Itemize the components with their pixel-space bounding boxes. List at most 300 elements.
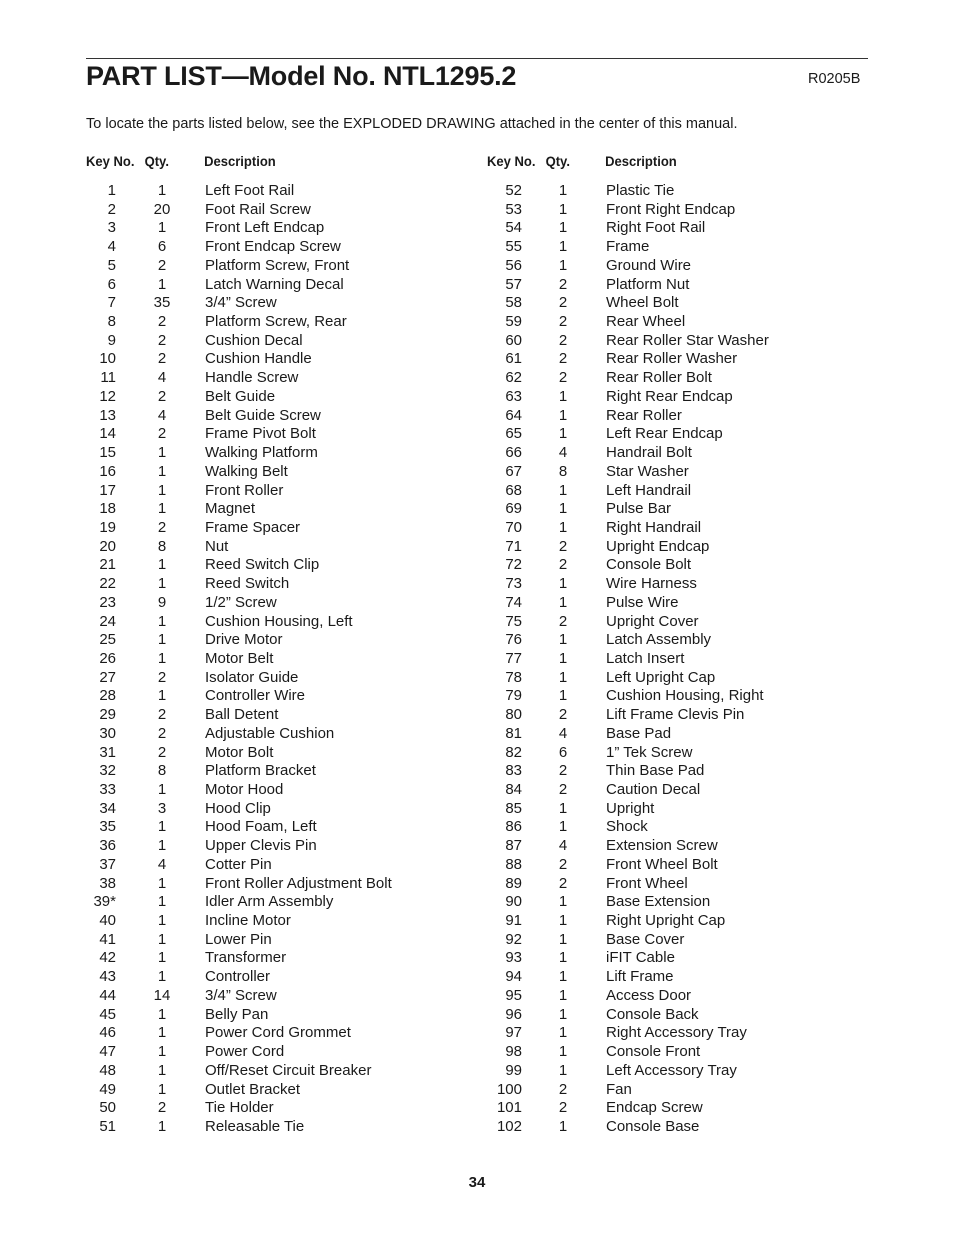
parts-column-left [86, 152, 476, 1135]
part-description: Incline Motor [205, 912, 291, 930]
part-description: Front Roller [205, 481, 284, 499]
quantity: 2 [558, 369, 568, 387]
part-description: Frame Pivot Bolt [205, 425, 316, 443]
quantity: 1 [558, 425, 568, 443]
quantity: 2 [157, 668, 167, 686]
part-description: Thin Base Pad [606, 762, 705, 780]
quantity: 2 [558, 706, 568, 724]
key-number: 22 [99, 575, 116, 593]
qty-header: Qty. [545, 153, 570, 169]
part-description: Rear Roller Bolt [606, 369, 712, 387]
part-description: Right Foot Rail [606, 219, 706, 237]
quantity: 1 [558, 687, 568, 705]
quantity: 1 [558, 818, 568, 836]
quantity: 20 [153, 200, 171, 218]
quantity: 1 [157, 182, 167, 199]
key-number: 43 [99, 968, 116, 986]
key-number: 29 [99, 706, 116, 724]
quantity: 9 [157, 593, 167, 611]
key-number: 32 [99, 762, 116, 780]
part-description: Power Cord [205, 1043, 285, 1061]
part-description: Belt Guide [205, 387, 276, 405]
part-description: Rear Roller Washer [606, 350, 738, 368]
key-number: 28 [99, 687, 116, 705]
key-number: 85 [505, 799, 522, 817]
part-description: Foot Rail Screw [205, 200, 311, 218]
quantity: 4 [157, 406, 167, 424]
quantity: 1 [157, 818, 167, 836]
part-description: Drive Motor [205, 631, 283, 649]
key-number: 96 [505, 1005, 522, 1023]
key-number: 8 [107, 313, 116, 331]
key-number: 54 [505, 219, 522, 237]
quantity: 6 [157, 238, 167, 256]
key-number: 25 [99, 631, 116, 649]
part-description: Upright Endcap [606, 537, 710, 555]
part-description: Left Upright Cap [606, 668, 716, 686]
quantity: 2 [558, 874, 568, 892]
key-no-header: Key No. [487, 153, 536, 169]
quantity: 1 [157, 687, 167, 705]
quantity: 1 [157, 930, 167, 948]
part-description: Left Accessory Tray [606, 1061, 737, 1079]
part-description: Idler Arm Assembly [205, 893, 334, 911]
quantity: 2 [558, 1099, 568, 1117]
part-description: Base Cover [606, 930, 685, 948]
key-number: 70 [505, 518, 522, 536]
quantity: 1 [157, 275, 167, 293]
part-description: Rear Wheel [606, 313, 686, 331]
quantity: 1 [157, 631, 167, 649]
part-description: Lift Frame Clevis Pin [606, 706, 745, 724]
part-description: Magnet [205, 500, 256, 518]
part-description: Nut [205, 537, 229, 555]
part-description: Right Upright Cap [606, 912, 726, 930]
quantity: 1 [157, 556, 167, 574]
part-description: Front Endcap Screw [205, 238, 341, 256]
quantity: 2 [558, 331, 568, 349]
quantity: 1 [558, 182, 568, 199]
part-description: Reed Switch Clip [205, 556, 320, 574]
part-description: Cushion Decal [205, 331, 303, 349]
quantity: 4 [558, 724, 568, 742]
part-description: Motor Bolt [205, 743, 274, 761]
key-number: 92 [505, 930, 522, 948]
key-number: 57 [505, 275, 522, 293]
quantity: 1 [157, 612, 167, 630]
key-number: 93 [505, 949, 522, 967]
quantity: 1 [558, 256, 568, 274]
quantity: 1 [157, 649, 167, 667]
page-title: PART LIST—Model No. NTL1295.2 [86, 61, 517, 91]
key-number: 50 [99, 1099, 116, 1117]
quantity: 2 [157, 313, 167, 331]
part-description: Right Handrail [606, 518, 702, 536]
part-description: Upright [606, 799, 655, 817]
key-number: 55 [505, 238, 522, 256]
quantity: 1 [157, 444, 167, 462]
part-description: Pulse Bar [606, 500, 672, 518]
quantity: 2 [558, 313, 568, 331]
key-number: 101 [496, 1099, 522, 1117]
part-description: Cushion Handle [205, 350, 312, 368]
part-description: Platform Screw, Rear [205, 313, 347, 331]
parts-column-right [487, 152, 877, 1135]
part-description: Wheel Bolt [606, 294, 679, 312]
part-description: Transformer [205, 949, 287, 967]
quantity: 2 [558, 781, 568, 798]
part-description: Fan [606, 1080, 632, 1098]
quantity: 1 [157, 1005, 167, 1023]
key-number: 19 [99, 518, 116, 536]
key-number: 51 [99, 1117, 116, 1135]
part-description: Caution Decal [606, 781, 701, 798]
key-number: 26 [99, 649, 116, 667]
key-number: 86 [505, 818, 522, 836]
key-number: 67 [505, 462, 522, 480]
part-description: Latch Insert [606, 649, 685, 667]
key-number: 56 [505, 256, 522, 274]
key-no-header: Key No. [86, 153, 135, 169]
part-description: Platform Nut [606, 275, 690, 293]
part-description: Platform Bracket [205, 762, 316, 780]
key-number: 69 [505, 500, 522, 518]
quantity: 1 [558, 949, 568, 967]
page-number: 34 [468, 1174, 486, 1191]
key-number: 31 [99, 743, 116, 761]
quantity: 1 [157, 968, 167, 986]
part-description: Upright Cover [606, 612, 699, 630]
part-description: Motor Hood [205, 781, 284, 798]
key-number: 80 [505, 706, 522, 724]
quantity: 1 [558, 799, 568, 817]
part-description: Outlet Bracket [205, 1080, 301, 1098]
quantity: 8 [558, 462, 568, 480]
key-number: 71 [505, 537, 522, 555]
key-number: 75 [505, 612, 522, 630]
part-description: 1” Tek Screw [606, 743, 693, 761]
key-number: 33 [99, 781, 116, 798]
quantity: 1 [558, 406, 568, 424]
quantity: 1 [558, 1005, 568, 1023]
key-number: 99 [505, 1061, 522, 1079]
quantity: 1 [558, 649, 568, 667]
part-description: Hood Clip [205, 799, 271, 817]
key-number: 6 [107, 275, 116, 293]
key-number: 72 [505, 556, 522, 574]
key-number: 46 [99, 1024, 116, 1042]
key-number: 2 [107, 200, 116, 218]
part-description: Walking Belt [205, 462, 288, 480]
quantity: 2 [558, 1080, 568, 1098]
part-description: Belly Pan [205, 1005, 269, 1023]
part-description: Lower Pin [205, 930, 272, 948]
key-number: 34 [99, 799, 116, 817]
key-number: 44 [99, 986, 116, 1004]
key-number: 10 [99, 350, 116, 368]
quantity: 1 [157, 1080, 167, 1098]
part-description: Right Accessory Tray [606, 1024, 747, 1042]
quantity: 8 [157, 762, 167, 780]
quantity: 1 [558, 1024, 568, 1042]
quantity: 2 [157, 425, 167, 443]
part-description: Controller Wire [205, 687, 306, 705]
part-description: Front Wheel [606, 874, 688, 892]
part-description: Front Wheel Bolt [606, 855, 718, 873]
key-number: 95 [505, 986, 522, 1004]
key-number: 30 [99, 724, 116, 742]
part-description: Left Rear Endcap [606, 425, 723, 443]
key-number: 13 [99, 406, 116, 424]
quantity: 1 [558, 387, 568, 405]
part-description: Controller [205, 968, 271, 986]
quantity: 35 [153, 294, 171, 312]
key-number: 15 [99, 444, 116, 462]
part-description: Reed Switch [205, 575, 290, 593]
part-description: Wire Harness [606, 575, 697, 593]
key-number: 58 [505, 294, 522, 312]
key-number: 84 [505, 781, 522, 798]
key-number: 38 [99, 874, 116, 892]
quantity: 1 [558, 219, 568, 237]
quantity: 2 [157, 350, 167, 368]
part-description: Isolator Guide [205, 668, 299, 686]
quantity: 1 [157, 1024, 167, 1042]
quantity: 1 [157, 781, 167, 798]
part-description: Off/Reset Circuit Breaker [205, 1061, 372, 1079]
quantity: 2 [558, 537, 568, 555]
key-number: 61 [505, 350, 522, 368]
quantity: 1 [558, 912, 568, 930]
key-number: 18 [99, 500, 116, 518]
quantity: 1 [558, 500, 568, 518]
part-description: Shock [606, 818, 648, 836]
key-number: 20 [99, 537, 116, 555]
quantity: 1 [157, 500, 167, 518]
part-description: Pulse Wire [606, 593, 679, 611]
quantity: 1 [157, 1061, 167, 1079]
part-description: Extension Screw [606, 837, 718, 855]
quantity: 1 [558, 668, 568, 686]
quantity: 2 [558, 556, 568, 574]
part-description: Console Base [606, 1117, 700, 1135]
part-description: Console Bolt [606, 556, 692, 574]
quantity: 2 [157, 1099, 167, 1117]
part-description: Rear Roller Star Washer [606, 331, 769, 349]
part-description: Ground Wire [606, 256, 692, 274]
part-description: Upper Clevis Pin [205, 837, 317, 855]
key-number: 4 [107, 238, 116, 256]
column-header [487, 152, 850, 170]
part-description: Plastic Tie [606, 182, 675, 199]
description-header: Description [605, 153, 677, 169]
quantity: 2 [157, 724, 167, 742]
part-description: Access Door [606, 986, 692, 1004]
key-number: 73 [505, 575, 522, 593]
part-description: Power Cord Grommet [205, 1024, 351, 1042]
quantity: 1 [157, 912, 167, 930]
part-description: Front Roller Adjustment Bolt [205, 874, 392, 892]
key-number: 68 [505, 481, 522, 499]
quantity: 1 [558, 481, 568, 499]
key-number: 24 [99, 612, 116, 630]
part-description: Left Handrail [606, 481, 692, 499]
key-number: 16 [99, 462, 116, 480]
quantity: 1 [558, 518, 568, 536]
quantity: 1 [157, 575, 167, 593]
key-number: 89 [505, 874, 522, 892]
key-number: 76 [505, 631, 522, 649]
key-number: 66 [505, 444, 522, 462]
quantity: 4 [157, 369, 167, 387]
quantity: 2 [558, 275, 568, 293]
quantity: 1 [157, 1043, 167, 1061]
quantity: 3 [157, 799, 167, 817]
key-number: 100 [496, 1080, 522, 1098]
intro-text: To locate the parts listed below, see the EXPLODED DRAWING attached in the center of this manual. [86, 116, 738, 132]
part-description: iFIT Cable [606, 949, 675, 967]
key-number: 81 [505, 724, 522, 742]
key-number: 42 [99, 949, 116, 967]
part-description: Hood Foam, Left [205, 818, 317, 836]
quantity: 2 [157, 743, 167, 761]
key-number: 59 [505, 313, 522, 331]
part-description: Lift Frame [606, 968, 674, 986]
part-description: Motor Belt [205, 649, 274, 667]
key-number: 45 [99, 1005, 116, 1023]
key-number: 91 [505, 912, 522, 930]
key-number: 37 [99, 855, 116, 873]
part-description: 1/2” Screw [205, 593, 277, 611]
part-description: Right Rear Endcap [606, 387, 733, 405]
quantity: 1 [157, 219, 167, 237]
quantity: 1 [558, 986, 568, 1004]
part-description: Front Left Endcap [205, 219, 325, 237]
quantity: 1 [157, 481, 167, 499]
part-description: Front Right Endcap [606, 200, 736, 218]
key-number: 102 [496, 1117, 522, 1135]
key-number: 47 [99, 1043, 116, 1061]
part-description: Handrail Bolt [606, 444, 692, 462]
quantity: 1 [157, 462, 167, 480]
part-description: Console Back [606, 1005, 699, 1023]
quantity: 1 [558, 1061, 568, 1079]
key-number: 1 [107, 182, 116, 199]
quantity: 14 [153, 986, 171, 1004]
key-number: 48 [99, 1061, 116, 1079]
part-description: Ball Detent [205, 706, 279, 724]
quantity: 2 [157, 387, 167, 405]
quantity: 2 [157, 518, 167, 536]
key-number: 82 [505, 743, 522, 761]
part-description: Latch Warning Decal [205, 275, 344, 293]
key-number: 5 [107, 256, 116, 274]
quantity: 1 [157, 893, 167, 911]
quantity: 2 [558, 612, 568, 630]
part-description: Walking Platform [205, 444, 318, 462]
key-number: 65 [505, 425, 522, 443]
part-description: Base Pad [606, 724, 672, 742]
quantity: 1 [157, 949, 167, 967]
quantity: 1 [558, 1117, 568, 1135]
quantity: 6 [558, 743, 568, 761]
key-number: 41 [99, 930, 116, 948]
part-description: Platform Screw, Front [205, 256, 350, 274]
key-number: 83 [505, 762, 522, 780]
key-number: 62 [505, 369, 522, 387]
key-number: 64 [505, 406, 522, 424]
key-number: 17 [99, 481, 116, 499]
quantity: 4 [157, 855, 167, 873]
part-description: Tie Holder [205, 1099, 274, 1117]
quantity: 2 [558, 855, 568, 873]
key-number: 39* [93, 893, 116, 911]
key-number: 63 [505, 387, 522, 405]
part-description: Console Front [606, 1043, 701, 1061]
part-description: Cushion Housing, Right [606, 687, 764, 705]
part-description: Releasable Tie [205, 1117, 305, 1135]
key-number: 78 [505, 668, 522, 686]
key-number: 60 [505, 331, 522, 349]
part-description: Cushion Housing, Left [205, 612, 353, 630]
part-description: Frame [606, 238, 650, 256]
part-description: Endcap Screw [606, 1099, 703, 1117]
quantity: 4 [558, 444, 568, 462]
key-number: 90 [505, 893, 522, 911]
quantity: 1 [558, 631, 568, 649]
part-description: Star Washer [606, 462, 689, 480]
key-number: 7 [107, 294, 116, 312]
quantity: 2 [157, 256, 167, 274]
quantity: 8 [157, 537, 167, 555]
document-code: R0205B [808, 71, 861, 87]
quantity: 4 [558, 837, 568, 855]
key-number: 23 [99, 593, 116, 611]
quantity: 1 [558, 575, 568, 593]
key-number: 88 [505, 855, 522, 873]
quantity: 2 [558, 294, 568, 312]
key-number: 53 [505, 200, 522, 218]
quantity: 1 [558, 968, 568, 986]
part-description: Rear Roller [606, 406, 682, 424]
quantity: 2 [157, 706, 167, 724]
key-number: 35 [99, 818, 116, 836]
part-description: Left Foot Rail [205, 182, 295, 199]
key-number: 94 [505, 968, 522, 986]
key-number: 21 [99, 556, 116, 574]
key-number: 40 [99, 912, 116, 930]
key-number: 12 [99, 387, 116, 405]
key-number: 97 [505, 1024, 522, 1042]
key-number: 74 [505, 593, 522, 611]
part-description: Frame Spacer [205, 518, 301, 536]
key-number: 52 [505, 182, 522, 199]
quantity: 1 [558, 593, 568, 611]
key-number: 9 [107, 331, 116, 349]
part-description: Base Extension [606, 893, 711, 911]
quantity: 1 [157, 874, 167, 892]
part-description: Adjustable Cushion [205, 724, 335, 742]
qty-header: Qty. [144, 153, 169, 169]
key-number: 87 [505, 837, 522, 855]
description-header: Description [204, 153, 276, 169]
quantity: 1 [558, 200, 568, 218]
part-description: Belt Guide Screw [205, 406, 321, 424]
key-number: 77 [505, 649, 522, 667]
key-number: 36 [99, 837, 116, 855]
quantity: 1 [558, 930, 568, 948]
quantity: 2 [558, 762, 568, 780]
